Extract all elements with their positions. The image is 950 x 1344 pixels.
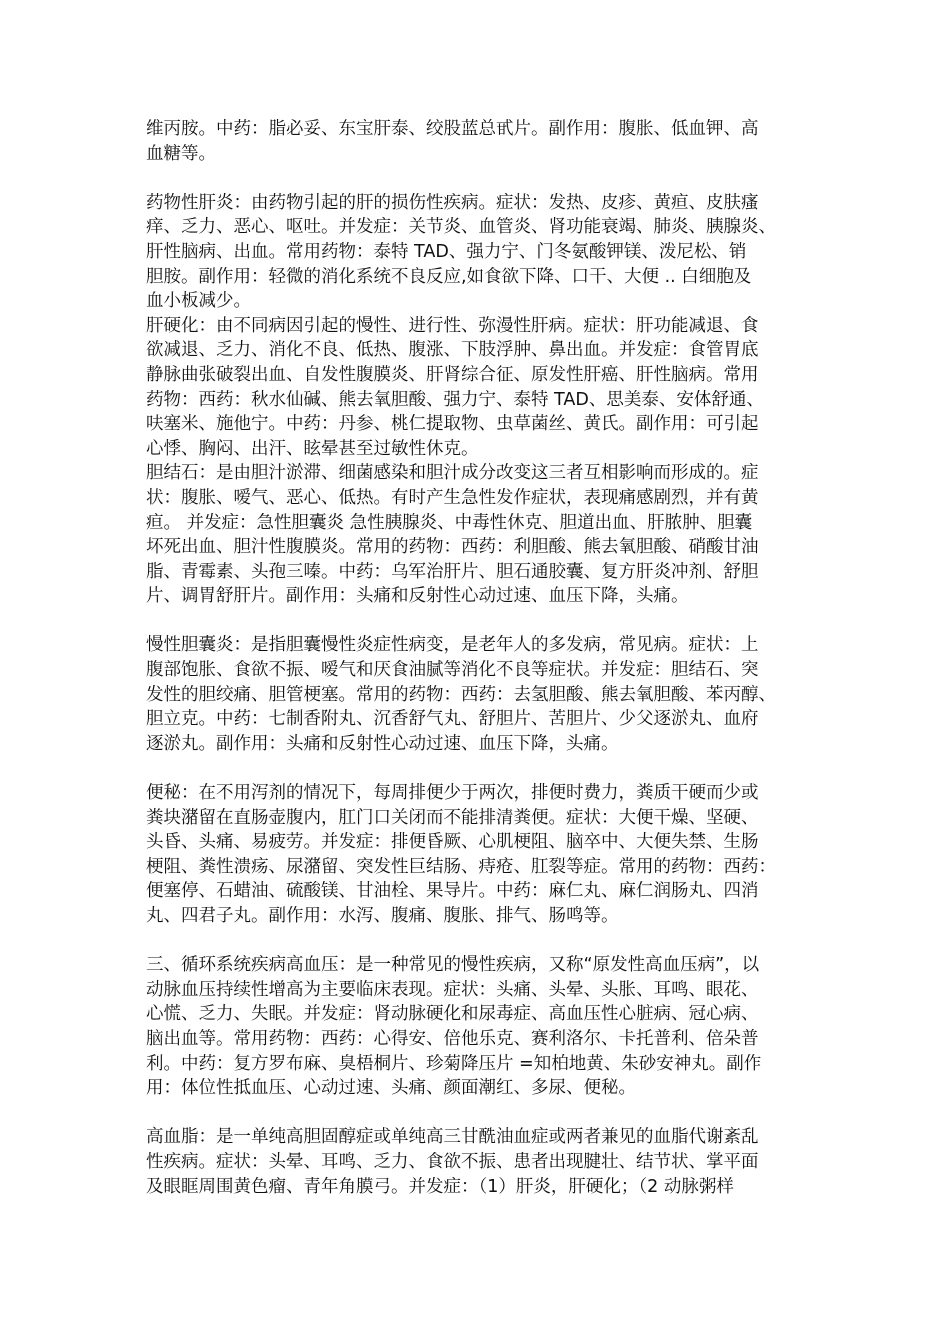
text-line: 坏死出血、胆汁性腹膜炎。常用的药物：西药：利胆酸、熊去氧胆酸、硝酸甘油 — [146, 537, 759, 558]
text-line: 血糖等。 — [146, 143, 216, 164]
text-line: 逐淤丸。副作用：头痛和反射性心动过速、血压下降，头痛。 — [146, 733, 619, 754]
text-line: 三、循环系统疾病高血压：是一种常见的慢性疾病，又称“原发性高血压病”，以 — [146, 955, 760, 976]
document-body — [146, 117, 808, 1199]
paragraph-spacer — [146, 929, 808, 954]
text-line: 疸。 并发症：急性胆囊炎 急性胰腺炎、中毒性休克、胆道出血、肝脓肿、胆囊 — [146, 512, 753, 533]
text-line: 发性的胆绞痛、胆管梗塞。常用的药物：西药：去氢胆酸、熊去氧胆酸、苯丙醇、 — [146, 684, 776, 705]
text-line: 丸、四君子丸。副作用：水泻、腹痛、腹胀、排气、肠鸣等。 — [146, 906, 619, 926]
paragraph-constipation — [146, 781, 808, 929]
text-line: 头昏、头痛、易疲劳。并发症：排便昏厥、心肌梗阻、脑卒中、大便失禁、生肠 — [146, 832, 759, 853]
paragraph-intro — [146, 117, 808, 166]
text-line: 性疾病。症状：头晕、耳鸣、乏力、食欲不振、患者出现腱壮、结节状、掌平面 — [146, 1151, 759, 1172]
text-line: 粪块潴留在直肠壶腹内，肛门口关闭而不能排清粪便。症状：大便干燥、坚硬、 — [146, 807, 759, 828]
paragraph-hypertension — [146, 953, 808, 1101]
paragraph-spacer — [146, 609, 808, 634]
paragraph-cirrhosis — [146, 314, 808, 462]
text-line: 药物性肝炎：由药物引起的肝的损伤性疾病。症状：发热、皮疹、黄疸、皮肤瘙 — [146, 192, 759, 213]
text-line: 便秘：在不用泻剂的情况下，每周排便少于两次，排便时费力，粪质干硬而少或 — [146, 783, 759, 804]
text-line: 血小板减少。 — [146, 291, 251, 312]
paragraph-spacer — [146, 1101, 808, 1126]
paragraph-drug-hepatitis — [146, 191, 808, 314]
text-line: 胆结石：是由胆汁淤滞、细菌感染和胆汁成分改变这三者互相影响而形成的。症 — [146, 463, 759, 484]
text-line: 心慌、乏力、失眠。并发症：肾动脉硬化和尿毒症、高血压性心脏病、冠心病、 — [146, 1004, 759, 1025]
text-line: 利。中药：复方罗布麻、臭梧桐片、珍菊降压片 =知柏地黄、朱砂安神丸。副作 — [146, 1053, 762, 1074]
text-line: 状：腹胀、嗳气、恶心、低热。有时产生急性发作症状，表现痛感剧烈，并有黄 — [146, 487, 759, 508]
text-line: 痒、乏力、恶心、呕吐。并发症：关节炎、血管炎、肾功能衰竭、肺炎、胰腺炎、 — [146, 217, 776, 238]
text-line: 呋塞米、施他宁。中药：丹参、桃仁提取物、虫草菌丝、黄氏。副作用：可引起 — [146, 414, 759, 435]
text-line: 脂、青霉素、头孢三嗪。中药：乌军治肝片、胆石通胶囊、复方肝炎冲剂、舒胆 — [146, 561, 759, 582]
paragraph-spacer — [146, 166, 808, 191]
text-line: 腹部饱胀、食欲不振、嗳气和厌食油腻等消化不良等症状。并发症：胆结石、突 — [146, 660, 759, 681]
text-line: 梗阻、粪性溃疡、尿潴留、突发性巨结肠、痔疮、肛裂等症。常用的药物：西药： — [146, 856, 776, 877]
text-line: 片、调胃舒肝片。副作用：头痛和反射性心动过速、血压下降，头痛。 — [146, 586, 689, 607]
paragraph-gallstone — [146, 461, 808, 609]
text-line: 肝性脑病、出血。常用药物：泰特 TAD、强力宁、门冬氨酸钾镁、泼尼松、销 — [146, 241, 747, 262]
text-line: 药物：西药：秋水仙碱、熊去氧胆酸、强力宁、泰特 TAD、思美泰、安体舒通、 — [146, 389, 764, 410]
text-line: 维丙胺。中药：脂必妥、东宝肝泰、绞股蓝总甙片。副作用：腹胀、低血钾、高 — [146, 119, 759, 139]
text-line: 胆立克。中药：七制香附丸、沉香舒气丸、舒胆片、苦胆片、少父逐淤丸、血府 — [146, 709, 759, 730]
text-line: 心悸、胸闷、出汗、眩晕甚至过敏性休克。 — [146, 438, 479, 459]
text-line: 用：体位性抵血压、心动过速、头痛、颜面潮红、多尿、便秘。 — [146, 1078, 636, 1099]
text-line: 静脉曲张破裂出血、自发性腹膜炎、肝肾综合征、原发性肝癌、肝性脑病。常用 — [146, 364, 759, 385]
text-line: 及眼眶周围黄色瘤、青年角膜弓。并发症：（1）肝炎，肝硬化；（2 动脉粥样 — [146, 1176, 734, 1197]
text-line: 便塞停、石蜡油、硫酸镁、甘油栓、果导片。中药：麻仁丸、麻仁润肠丸、四消 — [146, 881, 759, 902]
text-line: 胆胺。副作用：轻微的消化系统不良反应,如食欲下降、口干、大便 .. 白细胞及 — [146, 266, 752, 287]
paragraph-cholecystitis — [146, 633, 808, 756]
text-line: 慢性胆囊炎：是指胆囊慢性炎症性病变，是老年人的多发病，常见病。症状：上 — [146, 635, 759, 656]
paragraph-hyperlipidemia — [146, 1125, 808, 1199]
text-line: 肝硬化：由不同病因引起的慢性、进行性、弥漫性肝病。症状：肝功能减退、食 — [146, 315, 759, 336]
text-line: 脑出血等。常用药物：西药：心得安、倍他乐克、赛利洛尔、卡托普利、倍朵普 — [146, 1028, 759, 1049]
paragraph-spacer — [146, 756, 808, 781]
text-line: 高血脂：是一单纯高胆固醇症或单纯高三甘酰油血症或两者兼见的血脂代谢紊乱 — [146, 1127, 759, 1148]
text-line: 欲减退、乏力、消化不良、低热、腹涨、下肢浮肿、鼻出血。并发症：食管胃底 — [146, 340, 759, 361]
text-line: 动脉血压持续性增高为主要临床表现。症状：头痛、头晕、头胀、耳鸣、眼花、 — [146, 979, 759, 1000]
